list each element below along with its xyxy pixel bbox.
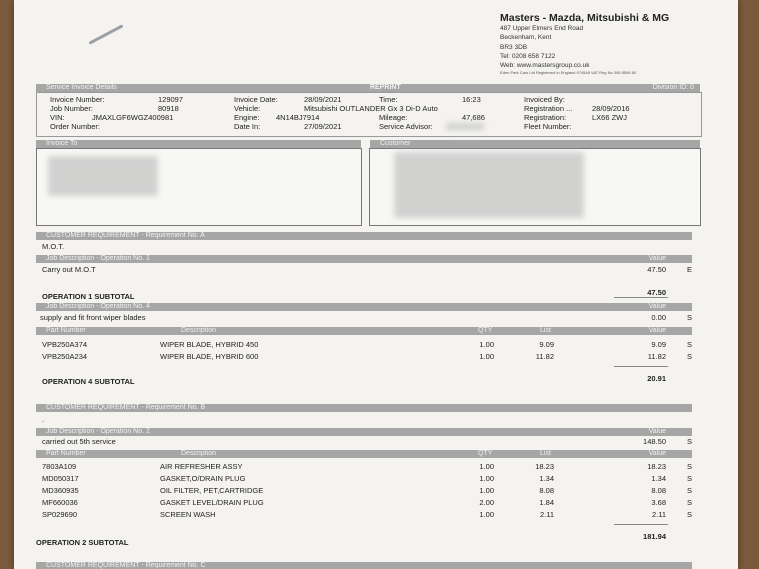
part-list: 1.84 bbox=[539, 498, 554, 507]
date-in: 27/09/2021 bbox=[304, 122, 342, 131]
invoice-to-bar bbox=[36, 140, 361, 148]
invoice-to-redacted bbox=[48, 156, 158, 196]
company-address1: 487 Upper Elmers End Road bbox=[500, 25, 584, 32]
part-number: 7803A109 bbox=[42, 462, 77, 471]
customer-bar bbox=[370, 140, 700, 148]
service-advisor-label: Service Advisor: bbox=[379, 122, 433, 131]
req-b-title: CUSTOMER REQUIREMENT - Requirement No. B bbox=[46, 404, 206, 411]
part-desc: SCREEN WASH bbox=[160, 510, 216, 519]
req-b-dot: . bbox=[42, 415, 45, 424]
part-qty: 1.00 bbox=[479, 510, 494, 519]
job-number-label: Job Number: bbox=[50, 104, 93, 113]
op2-parts-header bbox=[36, 450, 692, 458]
op2-subtotal-rule bbox=[614, 524, 668, 525]
invoice-number-label: Invoice Number: bbox=[50, 95, 105, 104]
op1-subtotal-rule bbox=[614, 297, 668, 298]
op2-title: Job Description - Operation No. 2 bbox=[46, 428, 150, 435]
invoice-date-label: Invoice Date: bbox=[234, 95, 278, 104]
mileage-label: Mileage: bbox=[379, 113, 408, 122]
part-qty: 1.00 bbox=[479, 486, 494, 495]
req-c-bar bbox=[36, 562, 692, 569]
company-reg: Eden Park Cars Ltd Registered in England 974548 VAT Reg No 395 8506 80 bbox=[500, 70, 637, 76]
part-number: MD050317 bbox=[42, 474, 79, 483]
details-bar bbox=[36, 84, 700, 92]
customer-redacted bbox=[394, 152, 584, 218]
op4-subtotal: 20.91 bbox=[647, 374, 666, 383]
part-code: S bbox=[687, 462, 693, 471]
company-postcode: BR3 3DB bbox=[500, 43, 528, 51]
customer-label: Customer bbox=[380, 140, 411, 147]
part-list: 8.08 bbox=[539, 486, 554, 495]
part-code: S bbox=[687, 340, 693, 349]
op4-col-value: Value bbox=[648, 327, 666, 334]
invoice-date: 28/09/2021 bbox=[304, 95, 342, 104]
part-number: VPB250A234 bbox=[42, 352, 88, 361]
part-desc: WIPER BLADE, HYBRID 450 bbox=[160, 340, 259, 349]
op1-bar bbox=[36, 255, 692, 263]
op1-code: E bbox=[687, 265, 693, 274]
engine-label: Engine: bbox=[234, 113, 260, 122]
part-desc: WIPER BLADE, HYBRID 600 bbox=[160, 352, 259, 361]
req-a-desc: M.O.T. bbox=[42, 242, 65, 251]
vin-label: VIN: bbox=[50, 113, 65, 122]
op2-col-value: Value bbox=[648, 450, 666, 457]
part-list: 1.34 bbox=[539, 474, 554, 483]
details-bar-title: Service Invoice Details bbox=[46, 84, 117, 91]
part-list: 11.82 bbox=[535, 352, 554, 361]
part-value: 11.82 bbox=[647, 352, 666, 361]
op1-title: Job Description - Operation No. 1 bbox=[46, 255, 150, 262]
part-code: S bbox=[687, 474, 693, 483]
company-tel: Tel: 0208 658 7122 bbox=[500, 52, 556, 60]
job-number: 80918 bbox=[158, 104, 179, 113]
part-number: VPB250A374 bbox=[42, 340, 88, 349]
op2-col-qty: QTY bbox=[478, 450, 493, 457]
op1-subtotal-label: OPERATION 1 SUBTOTAL bbox=[42, 292, 135, 301]
vin: JMAXLGF6WGZ400981 bbox=[92, 113, 174, 122]
part-value: 18.23 bbox=[647, 462, 666, 471]
reprint-label: REPRINT bbox=[370, 84, 401, 91]
op4-subtotal-rule bbox=[614, 366, 668, 367]
part-number: SP029690 bbox=[42, 510, 78, 519]
op2-code: S bbox=[687, 437, 693, 446]
advisor-redacted bbox=[446, 123, 484, 130]
order-number-label: Order Number: bbox=[50, 122, 101, 131]
op4-parts-header bbox=[36, 327, 692, 335]
op4-value-label: Value bbox=[648, 303, 666, 310]
invoice-to-label: Invoice To bbox=[46, 140, 78, 147]
registration-date: 28/09/2016 bbox=[592, 104, 630, 113]
part-desc: AIR REFRESHER ASSY bbox=[160, 462, 243, 471]
registration: LX66 ZWJ bbox=[592, 113, 628, 122]
op1-subtotal: 47.50 bbox=[647, 288, 666, 297]
part-qty: 1.00 bbox=[479, 352, 494, 361]
op2-col-part: Part Number bbox=[46, 450, 86, 457]
req-a-title: CUSTOMER REQUIREMENT - Requirement No. A bbox=[46, 232, 205, 239]
company-web: Web: www.mastersgroup.co.uk bbox=[500, 62, 590, 70]
req-c-title: CUSTOMER REQUIREMENT - Requirement No. C bbox=[46, 562, 206, 569]
op1-value-label: Value bbox=[648, 255, 666, 262]
op2-subtotal: 181.94 bbox=[643, 532, 666, 541]
op4-bar bbox=[36, 303, 692, 311]
op2-value-label: Value bbox=[648, 428, 666, 435]
part-qty: 1.00 bbox=[479, 340, 494, 349]
op4-col-desc: Description bbox=[181, 327, 217, 334]
op4-title: Job Description - Operation No. 4 bbox=[46, 303, 150, 310]
part-code: S bbox=[687, 498, 693, 507]
company-name: Masters - Mazda, Mitsubishi & MG bbox=[500, 12, 670, 24]
vehicle: Mitsubishi OUTLANDER Gx 3 Di-D Auto bbox=[304, 104, 438, 113]
registration-label: Registration: bbox=[524, 113, 567, 122]
part-code: S bbox=[687, 510, 693, 519]
part-qty: 2.00 bbox=[479, 498, 494, 507]
op4-code: S bbox=[687, 313, 693, 322]
engine: 4N14BJ7914 bbox=[276, 113, 320, 122]
part-value: 1.34 bbox=[651, 474, 666, 483]
op4-desc: supply and fit front wiper blades bbox=[40, 313, 146, 322]
part-number: MD360935 bbox=[42, 486, 79, 495]
invoice-paper bbox=[14, 0, 738, 569]
op1-desc: Carry out M.O.T bbox=[42, 265, 96, 274]
op1-value: 47.50 bbox=[647, 265, 666, 274]
op2-value: 148.50 bbox=[643, 437, 666, 446]
part-qty: 1.00 bbox=[479, 474, 494, 483]
fleet-number-label: Fleet Number: bbox=[524, 122, 572, 131]
part-desc: GASKET LEVEL/DRAIN PLUG bbox=[160, 498, 264, 507]
part-value: 8.08 bbox=[651, 486, 666, 495]
req-a-bar bbox=[36, 232, 692, 240]
op4-col-part: Part Number bbox=[46, 327, 86, 334]
part-list: 18.23 bbox=[535, 462, 554, 471]
part-list: 2.11 bbox=[539, 510, 554, 519]
req-b-bar bbox=[36, 404, 692, 412]
division-id: Division ID: 0 bbox=[652, 84, 694, 91]
part-value: 9.09 bbox=[651, 340, 666, 349]
op4-value: 0.00 bbox=[651, 313, 666, 322]
op2-subtotal-label: OPERATION 2 SUBTOTAL bbox=[36, 538, 129, 547]
mileage: 47,686 bbox=[462, 113, 485, 122]
time: 16:23 bbox=[462, 95, 481, 104]
company-header bbox=[500, 12, 669, 75]
op4-col-qty: QTY bbox=[478, 327, 493, 334]
vehicle-label: Vehicle: bbox=[234, 104, 261, 113]
part-list: 9.09 bbox=[539, 340, 554, 349]
op2-desc: carried out 5th service bbox=[42, 437, 116, 446]
invoiced-by-label: Invoiced By: bbox=[524, 95, 565, 104]
part-desc: GASKET,O/DRAIN PLUG bbox=[160, 474, 246, 483]
pen-mark bbox=[89, 24, 124, 44]
op2-col-desc: Description bbox=[181, 450, 217, 457]
part-qty: 1.00 bbox=[479, 462, 494, 471]
invoice-number: 129097 bbox=[158, 95, 184, 104]
part-value: 3.68 bbox=[651, 498, 666, 507]
op4-subtotal-label: OPERATION 4 SUBTOTAL bbox=[42, 377, 135, 386]
part-number: MF660036 bbox=[42, 498, 78, 507]
part-desc: OIL FILTER, PET,CARTRIDGE bbox=[160, 486, 264, 495]
part-code: S bbox=[687, 352, 693, 361]
op2-col-list: List bbox=[540, 450, 551, 457]
part-code: S bbox=[687, 486, 693, 495]
date-in-label: Date In: bbox=[234, 122, 261, 131]
registration-date-label: Registration ... bbox=[524, 104, 573, 113]
time-label: Time: bbox=[379, 95, 398, 104]
company-address2: Beckenham, Kent bbox=[500, 34, 552, 42]
part-value: 2.11 bbox=[651, 510, 666, 519]
op4-col-list: List bbox=[540, 327, 551, 334]
op2-bar bbox=[36, 428, 692, 436]
